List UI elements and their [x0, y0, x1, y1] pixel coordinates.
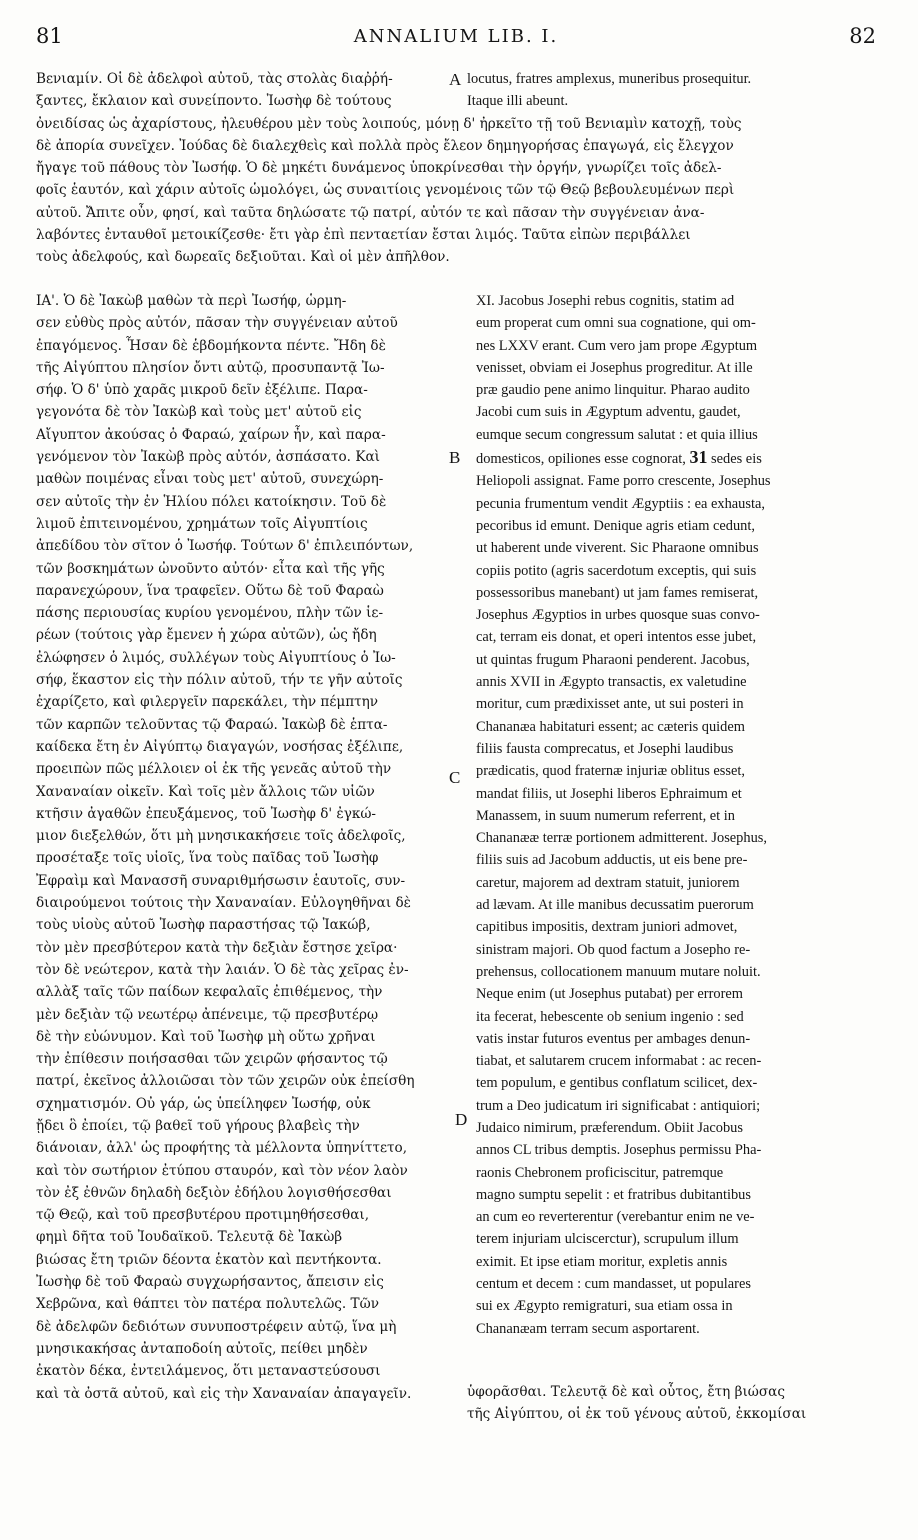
- latin-line: pecunia frumentum vendit Ægyptiis : ea exhausta,: [476, 495, 765, 512]
- latin-line: trum a Deo judicatum iri significabat : antiquiori;: [476, 1097, 761, 1114]
- latin-column-right: [476, 290, 883, 1340]
- latin-line: nes LXXV erant. Cum vero jam prope Ægyptum: [476, 337, 758, 354]
- greek-line: τῆς Αἰγύπτου πλησίον ὄντι αὐτῷ, προσυπαντᾷ Ἰω-: [36, 359, 385, 376]
- latin-line: Heliopoli assignat. Fame porro crescente, Josephus: [476, 473, 771, 490]
- marginal-number: 31: [689, 447, 708, 468]
- latin-line-tail: sedes eis: [707, 451, 762, 468]
- latin-line: Chananæa habitaturi essent; ac cæteris quidem: [476, 718, 745, 735]
- page-number-right: 82: [849, 24, 876, 48]
- greek-line: ρέων (τούτοις γὰρ ἔμενεν ἡ χώρα αὐτῶν), ὡς ἤδη: [36, 627, 377, 644]
- greek-line: φοῖς ἑαυτόν, καὶ χάριν αὐτοῖς ὡμολόγει, ὡς συναιτίοις γενομένοις τῶν τῷ Θεῷ βεβουλευμένων περὶ: [36, 182, 735, 199]
- greek-line: ξαντες, ἔκλαιον καὶ συνείποντο. Ἰωσὴφ δὲ τούτους: [36, 93, 392, 110]
- latin-line: ut haberent unde viverent. Sic Pharaone omnibus: [476, 540, 759, 557]
- latin-line: ad lævam. At ille manibus decussatim puerorum: [476, 897, 754, 914]
- greek-line: διάνοιαν, ἀλλ' ὡς προφήτης τὰ μέλλοντα ὑπηνίττετο,: [36, 1140, 408, 1157]
- greek-line: σχηματισμόν. Οὐ γάρ, ὡς ὑπείληφεν Ἰωσήφ, οὐκ: [36, 1095, 371, 1112]
- greek-line: προειπὼν πῶς μέλλοιεν οἱ ἐκ τῆς γενεᾶς αὐτοῦ τὴν: [36, 761, 392, 778]
- latin-text-top: [467, 68, 882, 113]
- greek-line: Χεβρῶνα, καὶ θάπτει τὸν πατέρα πολυτελῶς. Τῶν: [36, 1296, 379, 1313]
- greek-line: λαβόντες ἐνταυθοῖ μετοικίζεσθε· ἔτι γὰρ ἐπὶ πενταετίαν ἔσται λιμός. Ταῦτα εἰπὼν περιβάλλει: [36, 227, 691, 244]
- latin-line: cat, terram eis donat, et operi intentos esse jubet,: [476, 629, 757, 646]
- greek-line: ἤγαγε τοῦ πάθους τὸν Ἰωσήφ. Ὁ δὲ μηκέτι δυνάμενος ὑποκρίνεσθαι τὴν ὀργήν, γνωρίζει τοῖς ἀδελ-: [36, 160, 722, 177]
- greek-line: σήφ, ἕκαστον εἰς τὴν πόλιν αὐτοῦ, τήν τε γῆν αὐτοῖς: [36, 672, 403, 689]
- greek-line: δὲ ἀπορία συνεῖχεν. Ἰούδας δὲ διαλεχθεὶς καὶ πολλὰ πρὸς ἔλεον δημηγορήσας ἐπαγωγά, εἰς ἔλεγχον: [36, 137, 734, 154]
- greek-line: αλλὰξ ταῖς τῶν παίδων κεφαλαῖς ἐπιθέμενος, τὴν: [36, 984, 383, 1001]
- latin-line: possessoribus manebant) ut jam fames remiserat,: [476, 584, 759, 601]
- greek-line: γενόμενον τὸν Ἰακὼβ πρὸς αὐτόν, ἀσπάσατο. Καὶ: [36, 449, 380, 466]
- latin-line: Judaico nimirum, præferendum. Obiit Jacobus: [476, 1119, 743, 1136]
- greek-line: τὸν μὲν πρεσβύτερον κατὰ τὴν δεξιὰν ἔστησε χεῖρα·: [36, 939, 398, 956]
- latin-line: terem injuriam ulciscerctur), scrupulum illum: [476, 1231, 739, 1248]
- latin-line: pecoribus id emunt. Denique agris etiam cedunt,: [476, 517, 755, 534]
- greek-line: τῶν καρπῶν τελοῦντας τῷ Φαραώ. Ἰακὼβ δὲ ἑπτα-: [36, 716, 388, 733]
- greek-line: ὑφορᾶσθαι. Τελευτᾷ δὲ καὶ οὗτος, ἔτη βιώσας: [467, 1384, 785, 1400]
- greek-line: πατρί, ἐκεῖνος ἀλλοιῶσαι τὸν τῶν χειρῶν οὐκ ἐπείσθη: [36, 1073, 415, 1090]
- greek-line: Ἰωσὴφ δὲ τοῦ Φαραὼ συγχωρήσαντος, ἄπεισιν εἰς: [36, 1274, 384, 1291]
- greek-line: ἐχαρίζετο, καὶ φιλεργεῖν παρεκάλει, τὴν πέμπτην: [36, 694, 379, 711]
- greek-line: καὶ τὰ ὀστᾶ αὐτοῦ, καὶ εἰς τὴν Χαναναίαν ἀπαγαγεῖν.: [36, 1385, 412, 1402]
- latin-line: mandat filiis, ut Josephi liberos Ephraimum et: [476, 785, 742, 802]
- latin-line: ut quintas frugum Pharaoni penderent. Jacobus,: [476, 651, 750, 668]
- latin-line: Manassem, in suum numerum referrent, et in: [476, 807, 735, 824]
- latin-line: copiis potito (agris sacerdotum exceptis, qui suis: [476, 562, 757, 579]
- greek-line: διαιρούμενοι τούτοις τὴν Χαναναίαν. Εὐλογηθῆναι δὲ: [36, 895, 411, 912]
- greek-line: κτῆσιν ἀγαθῶν ἐπευξάμενος, τοῦ Ἰωσὴφ δ' ἐγκώ-: [36, 805, 377, 822]
- greek-column-left: [36, 290, 459, 1405]
- greek-line: σήφ. Ὁ δ' ὑπὸ χαρᾶς μικροῦ δεῖν ἐξέλιπε. Παρα-: [36, 382, 368, 399]
- greek-line: παρανεχώρουν, ἵνα τραφεῖεν. Οὕτω δὲ τοῦ Φαραὼ: [36, 582, 384, 599]
- latin-line: capitibus impositis, dextram juniori admovet,: [476, 919, 738, 936]
- greek-line: βιώσας ἔτη τριῶν δέοντα ἑκατὸν καὶ πεντήκοντα.: [36, 1251, 382, 1268]
- greek-line: μαθὼν ποιμένας εἶναι τοὺς μετ' αὐτοῦ, συνεχώρη-: [36, 471, 384, 488]
- latin-line: venisset, obviam ei Josephus progreditur. At ille: [476, 359, 753, 376]
- greek-line: Αἴγυπτον ἀκούσας ὁ Φαραώ, χαίρων ἦν, καὶ παρα-: [36, 426, 386, 443]
- latin-line: magno sumptu sepelit : et fratribus dubitantibus: [476, 1186, 751, 1203]
- greek-line: πάσης περιουσίας κυρίου γενομένου, πλὴν τῶν ἱε-: [36, 605, 384, 622]
- greek-line: τὸν δὲ νεώτερον, κατὰ τὴν λαιάν. Ὁ δὲ τὰς χεῖρας ἐν-: [36, 961, 409, 978]
- latin-line: moritur, cum prædixisset ante, ut sui posteri in: [476, 696, 744, 713]
- latin-line: centum et decem : cum mandasset, ut populares: [476, 1276, 751, 1293]
- latin-line: præ gaudio pene animo linquitur. Pharao audito: [476, 382, 750, 399]
- latin-line: Itaque illi abeunt.: [467, 93, 569, 110]
- greek-line: δὲ ἀδελφῶν δεδιότων συνυποστρέφειν αὐτῷ, ἵνα μὴ: [36, 1318, 397, 1335]
- greek-line: τοὺς υἱοὺς αὐτοῦ Ἰωσὴφ παραστήσας τῷ Ἰακώβ,: [36, 917, 371, 934]
- latin-line: prehensus, collocationem manuum mutare noluit.: [476, 963, 761, 980]
- latin-line-with-marginal-number: [476, 446, 883, 470]
- latin-line: tem populum, e gentibus conflatum scilicet, dex-: [476, 1075, 758, 1092]
- greek-line: τὴν ἐπίθεσιν ποιήσασθαι τῶν χειρῶν φήσαντος τῷ: [36, 1051, 388, 1068]
- greek-line: ἀπεδίδου τὸν σῖτον ὁ Ἰωσήφ. Τούτων δ' ἐπιλειπόντων,: [36, 538, 414, 555]
- greek-line: τῆς Αἰγύπτου, οἱ ἐκ τοῦ γένους αὐτοῦ, ἐκκομίσαι: [467, 1406, 807, 1423]
- latin-line: an cum eo reverterentur (verebantur enim ne ve-: [476, 1209, 755, 1226]
- latin-line: filiis suis ad Jacobum adductis, ut eis bene pre-: [476, 852, 748, 869]
- latin-line: sui ex Ægypto remigraturi, sua etiam ossa in: [476, 1298, 733, 1315]
- latin-line: eximit. Et ipse etiam moritur, expletis annis: [476, 1253, 728, 1270]
- latin-line: ita fecerat, hebescente ob senium ingenio : sed: [476, 1008, 744, 1025]
- greek-text-right-bottom: [467, 1381, 882, 1426]
- running-title: ANNALIUM LIB. I.: [353, 26, 559, 47]
- latin-line: filiis fausta comprecatus, et Josephi laudibus: [476, 740, 734, 757]
- margin-letter-d: D: [455, 1110, 468, 1129]
- margin-letter-c: C: [449, 768, 461, 787]
- greek-line: ἐλώφησεν ὁ λιμός, συλλέγων τοὺς Αἰγυπτίους ὁ Ἰω-: [36, 649, 396, 666]
- greek-line: ὀνειδίσας ὡς ἀχαρίστους, ἠλευθέρου μὲν τοὺς λοιπούς, μόνῃ δ' ἠρκεῖτο τῇ τοῦ Βενιαμὶν κατοχῇ, τοὺς: [36, 115, 742, 132]
- greek-line: μιον διεξελθών, ὅτι μὴ μνησικακήσειε τοῖς ἀδελφοῖς,: [36, 828, 406, 845]
- latin-line: annis XVII in Ægypto transactis, ex valetudine: [476, 674, 747, 691]
- running-header: [36, 24, 876, 50]
- page-number-left: 81: [36, 24, 63, 48]
- latin-line: eum properat cum omni sua cognatione, qui om-: [476, 315, 756, 332]
- greek-line: καίδεκα ἔτη ἐν Αἰγύπτῳ διαγαγών, νοσήσας ἐξέλιπε,: [36, 738, 404, 755]
- greek-line: Ἐφραὶμ καὶ Μανασσῆ συναριθμήσωσιν ἑαυτοῖς, συν-: [36, 872, 406, 889]
- greek-line: Βενιαμίν. Οἱ δὲ ἀδελφοὶ αὐτοῦ, τὰς στολὰς διαῤῥή-: [36, 71, 393, 87]
- greek-line: δὲ τὴν εὐώνυμον. Καὶ τοῦ Ἰωσὴφ μὴ οὕτω χρῆναι: [36, 1028, 376, 1045]
- greek-line: ΙΑ'. Ὁ δὲ Ἰακὼβ μαθὼν τὰ περὶ Ἰωσήφ, ὡρμη-: [36, 293, 347, 309]
- greek-line: ἐπαγόμενος. Ἦσαν δὲ ἑβδομήκοντα πέντε. Ἤδη δὲ: [36, 337, 386, 354]
- greek-line: Χαναναίαν οἰκεῖν. Καὶ τοῖς μὲν ἄλλοις τῶν υἱῶν: [36, 783, 375, 800]
- greek-line: ἐκατὸν δέκα, ἐντειλάμενος, ὅτι μεταναστεύσουσι: [36, 1363, 381, 1380]
- latin-line: raonis Chebronem proficiscitur, patremque: [476, 1164, 724, 1181]
- latin-line: Josephus Ægyptios in urbes quosque suas convo-: [476, 607, 760, 624]
- greek-line: φημὶ δῆτα τοῦ Ἰουδαϊκοῦ. Τελευτᾷ δὲ Ἰακὼβ: [36, 1229, 343, 1246]
- greek-line: τῶν βοσκημάτων ὠνοῦντο αὐτόν· εἶτα καὶ τῆς γῆς: [36, 560, 385, 577]
- greek-line: ᾔδει ὃ ἐποίει, τῷ βαθεῖ τοῦ γήρους βλαβεὶς τὴν: [36, 1117, 360, 1134]
- latin-line: prædicatis, quod fraternæ injuriæ oblitus esset,: [476, 763, 745, 780]
- greek-line: προσέταξε τοῖς υἱοῖς, ἵνα τοὺς παῖδας τοῦ Ἰωσὴφ: [36, 850, 379, 867]
- latin-line: Jacobi cum suis in Ægyptum adventu, gaudet,: [476, 404, 741, 421]
- greek-line: αὐτοῦ. Ἄπιτε οὖν, φησί, καὶ ταῦτα δηλώσατε τῷ πατρί, αὐτόν τε καὶ πᾶσαν τὴν συγγένειαν ἀνα-: [36, 204, 705, 221]
- greek-line: σεν εὐθὺς πρὸς αὐτόν, πᾶσαν τὴν συγγένειαν αὐτοῦ: [36, 315, 398, 332]
- greek-line: τὸν ἐξ ἐθνῶν δηλαδὴ δεξιὸν ἐδήλου λογισθήσεσθαι: [36, 1184, 392, 1201]
- latin-line: sinistram majori. Ob quod factum a Josepho re-: [476, 941, 751, 958]
- greek-line: μνησικακήσας ἀνταποδοίη αὐτοῖς, πείθει μηδὲν: [36, 1340, 368, 1357]
- latin-line: Neque enim (ut Josephus putabat) per errorem: [476, 986, 743, 1003]
- latin-line: tiabat, et salutarem crucem informabat : ac recen-: [476, 1053, 762, 1070]
- greek-line: γεγονότα δὲ τὸν Ἰακὼβ καὶ τοὺς μετ' αὐτοῦ εἰς: [36, 404, 362, 421]
- latin-line: locutus, fratres amplexus, muneribus prosequitur.: [467, 71, 752, 87]
- greek-line: σεν αὐτοῖς τὴν ἐν Ἡλίου πόλει κατοίκησιν. Τοῦ δὲ: [36, 493, 387, 510]
- latin-line-text: domesticos, opiliones esse cognorat,: [476, 451, 686, 468]
- latin-line: caretur, majorem ad dextram statuit, juniorem: [476, 874, 740, 891]
- greek-line: καὶ τὸν σωτήριον ἐτύπου σταυρόν, καὶ τὸν νέον λαὸν: [36, 1162, 408, 1179]
- margin-letter-a: A: [449, 70, 462, 89]
- greek-line: τῷ Θεῷ, καὶ τοῦ πρεσβυτέρου προτιμηθήσεσθαι,: [36, 1207, 370, 1224]
- latin-line: Chananæam terram secum asportarent.: [476, 1320, 700, 1337]
- margin-letter-b: B: [449, 448, 461, 467]
- greek-line: λιμοῦ ἐπιτεινομένου, χρημάτων τοῖς Αἰγυπτίοις: [36, 515, 368, 532]
- greek-line: τοὺς ἀδελφούς, καὶ δωρεαῖς δεξιοῦται. Καὶ οἱ μὲν ἀπῆλθον.: [36, 249, 450, 266]
- greek-line: μὲν δεξιὰν τῷ νεωτέρῳ ἀπένειμε, τῷ πρεσβυτέρῳ: [36, 1006, 379, 1023]
- latin-line: eumque secum congressum salutat : et quia illius: [476, 426, 758, 443]
- latin-line: Chananææ terræ portionem admitterent. Josephus,: [476, 830, 767, 847]
- latin-line: vatis instar futuros eventus per ambages denun-: [476, 1030, 751, 1047]
- latin-line: XI. Jacobus Josephi rebus cognitis, statim ad: [476, 293, 735, 309]
- latin-line: annos CL tribus demptis. Josephus permissu Pha-: [476, 1142, 762, 1159]
